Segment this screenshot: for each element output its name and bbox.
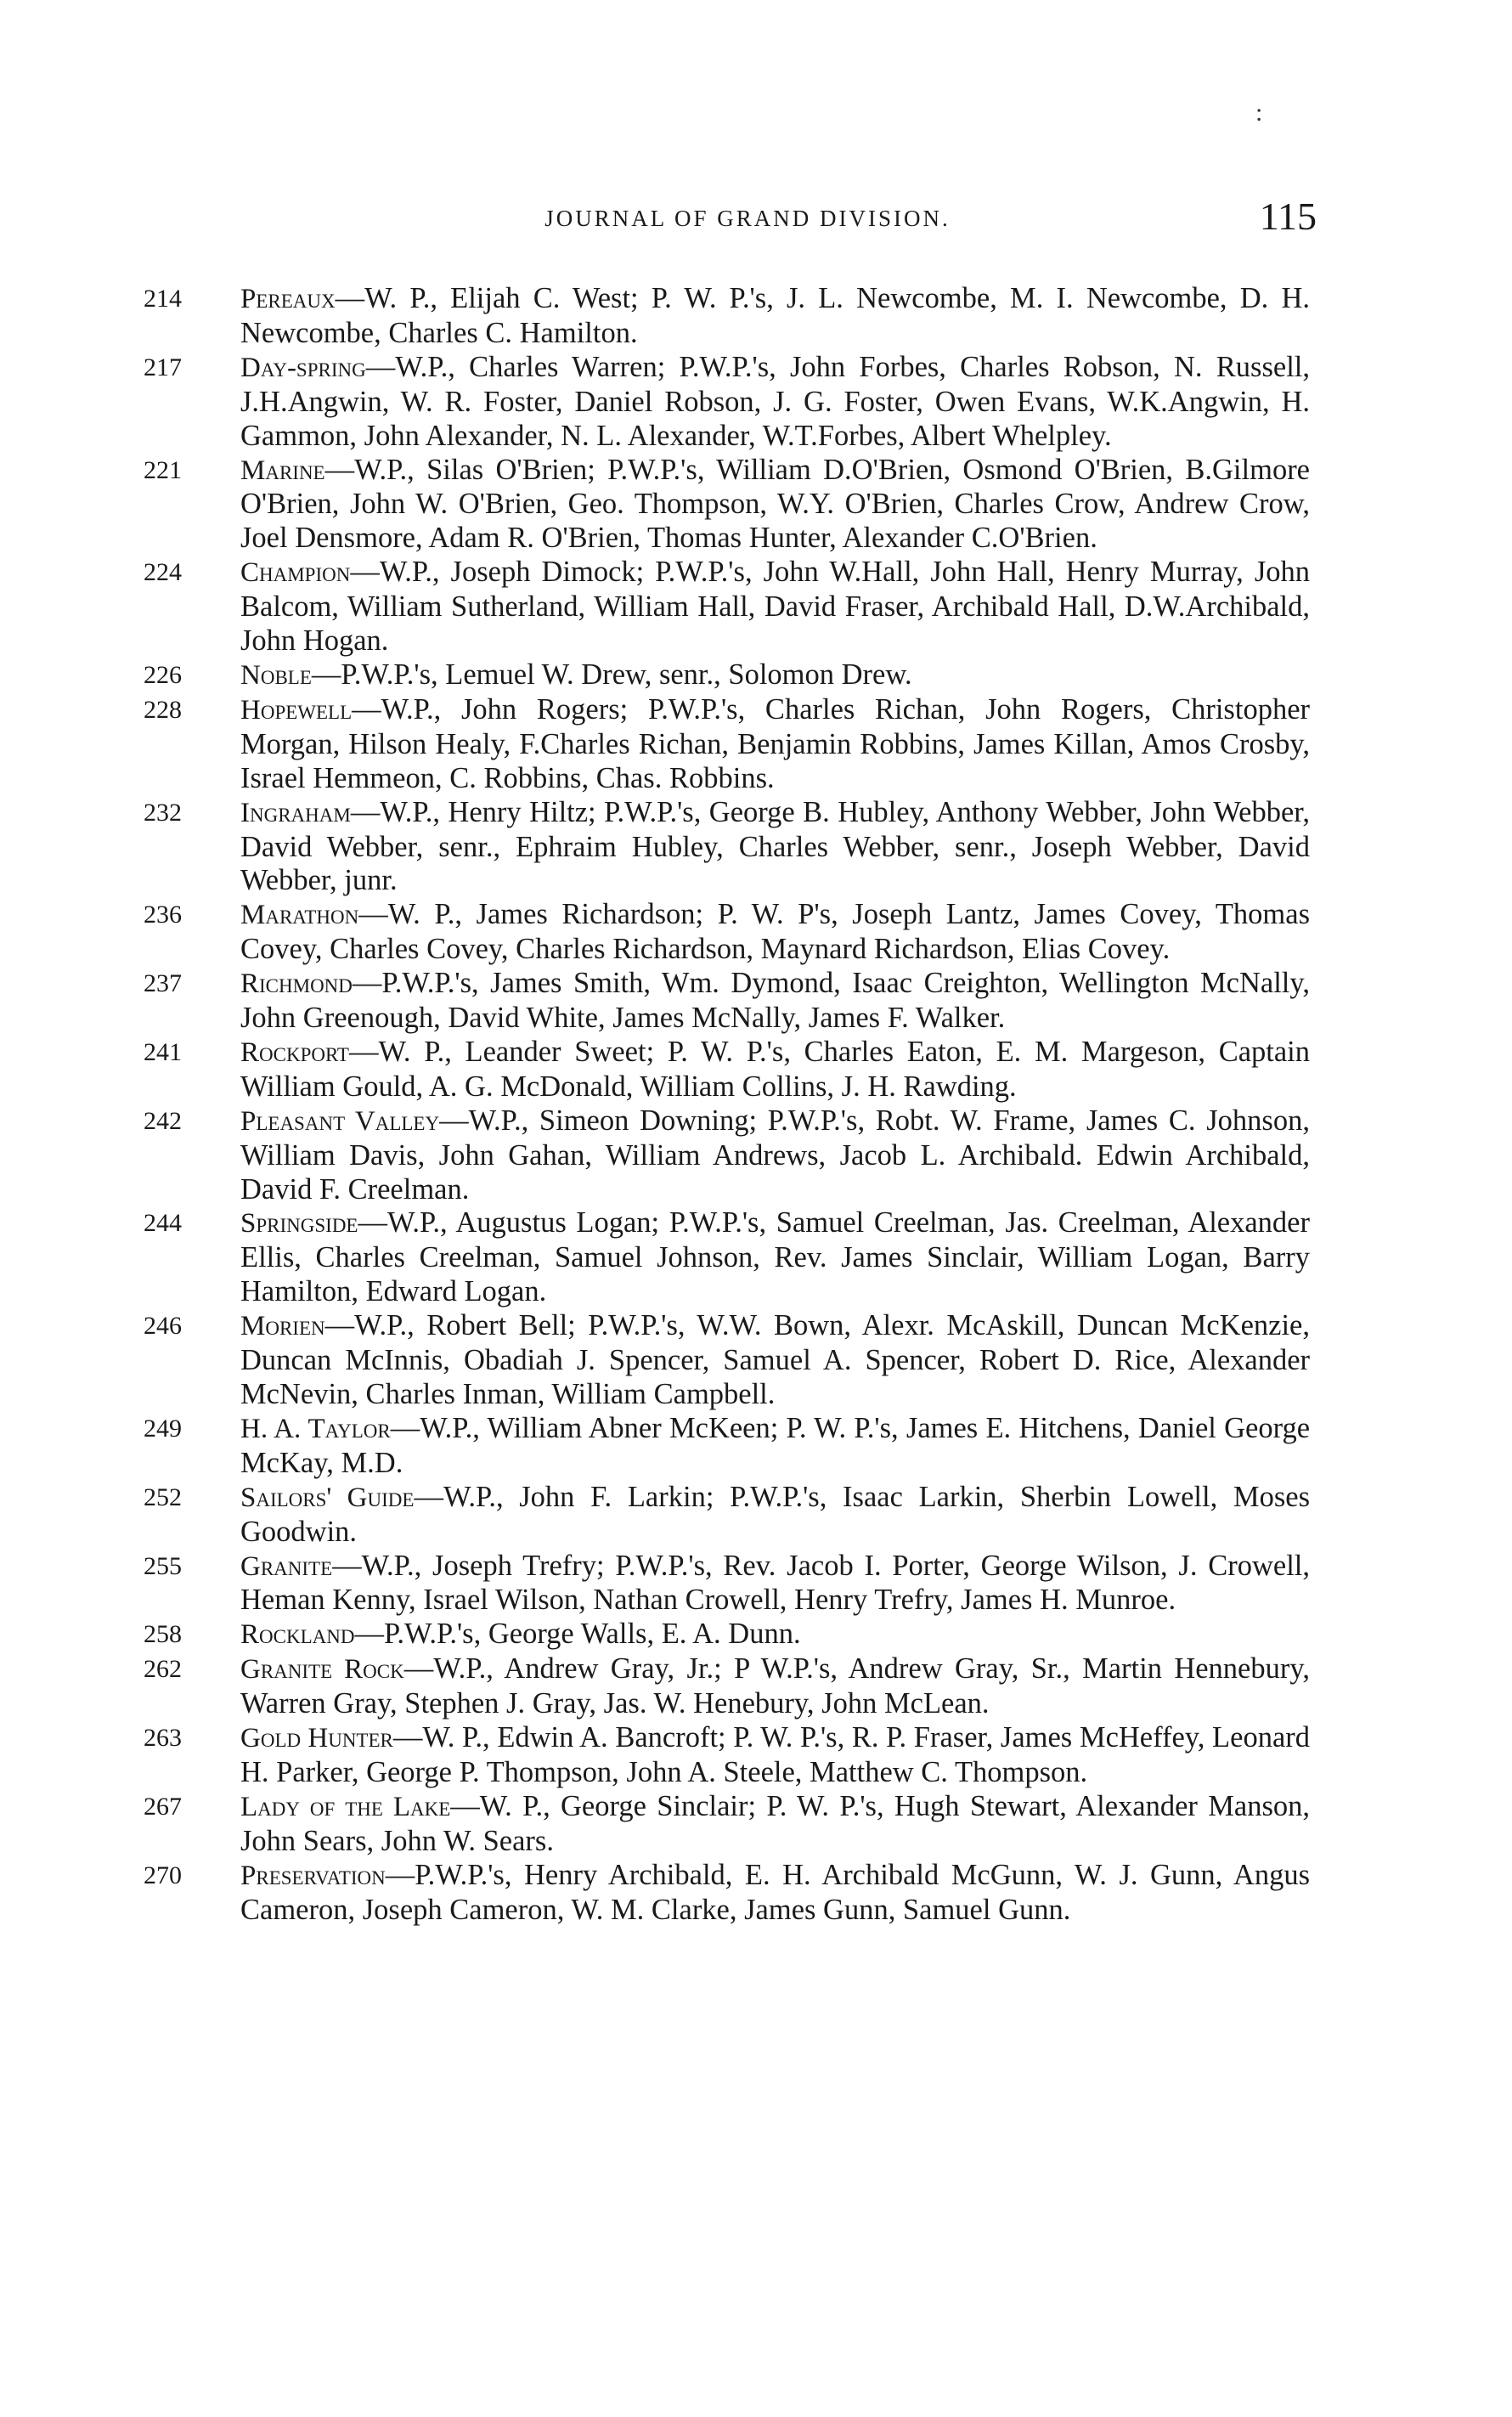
division-number: 242 <box>144 1106 182 1135</box>
division-entry <box>144 1789 1310 1859</box>
division-officers: —W.P., William Abner McKeen; P. W. P.'s, James E. Hitchens, Daniel George McKay, M.D. <box>240 1411 1311 1479</box>
division-number: 263 <box>144 1724 182 1753</box>
division-number: 217 <box>144 353 182 381</box>
division-officers: —W.P., Joseph Dimock; P.W.P.'s, John W.Hall, John Hall, Henry Murray, John Balcom, William Sutherland, William Hall, David Fraser, Archibald Hall, D.W.Archibald, John Hogan. <box>240 556 1310 658</box>
division-officers: —W.P., Silas O'Brien; P.W.P.'s, William D.O'Brien, Osmond O'Brien, B.Gilmore O'Brien, John W. O'Brien, Geo. Thompson, W.Y. O'Brien, Charles Crow, Andrew Crow, Joel Densmore, Adam R. O'Brien, Thomas Hunter, Alexander C.O'Brien. <box>240 453 1310 555</box>
division-name: Hopewell <box>240 694 353 726</box>
division-number: 244 <box>144 1209 182 1238</box>
division-number: 237 <box>144 969 182 998</box>
division-entry <box>144 1549 1310 1618</box>
division-number: 214 <box>144 285 182 313</box>
page-number: 115 <box>1259 195 1317 238</box>
division-entry <box>144 967 1310 1036</box>
division-entry <box>144 1035 1310 1104</box>
division-entry <box>144 1309 1310 1412</box>
division-entry <box>144 692 1310 796</box>
division-officers: —W.P., Robert Bell; P.W.P.'s, W.W. Bown, Alexr. McAskill, Duncan McKenzie, Duncan McInnis, Obadiah J. Spencer, Samuel A. Spencer, Robert D. Rice, Alexander McNevin, Charles Inman, William Campbell. <box>240 1309 1310 1410</box>
division-number: 249 <box>144 1414 182 1443</box>
division-officers: —W.P., Henry Hiltz; P.W.P.'s, George B. Hubley, Anthony Webber, John Webber, David Webber, senr., Ephraim Hubley, Charles Webber, senr., Joseph Webber, David Webber, junr. <box>240 795 1310 897</box>
division-officers: —W.P., Andrew Gray, Jr.; P W.P.'s, Andrew Gray, Sr., Martin Hennebury, Warren Gray, Stephen J. Gray, Jas. W. Henebury, John McLean. <box>240 1652 1310 1720</box>
division-name: Marathon <box>240 900 359 931</box>
division-number: 252 <box>144 1482 182 1511</box>
division-entry <box>144 282 1310 351</box>
division-entry <box>144 1858 1310 1928</box>
division-name: Rockport <box>240 1036 349 1068</box>
division-entry <box>144 1721 1311 1790</box>
running-head <box>178 194 1317 245</box>
corner-mark: : <box>1255 99 1263 127</box>
division-officers: —W. P., Leander Sweet; P. W. P.'s, Charles Eaton, E. M. Margeson, Captain William Gould, A. G. McDonald, William Collins, J. H. Rawding. <box>240 1035 1310 1103</box>
page-title: JOURNAL OF GRAND DIVISION. <box>544 206 951 231</box>
division-officers: —W.P., Augustus Logan; P.W.P.'s, Samuel Creelman, Jas. Creelman, Alexander Ellis, Charles Creelman, Samuel Johnson, Rev. James Sinclair, William Logan, Barry Hamilton, Edward Logan. <box>240 1206 1310 1308</box>
division-officers: —W. P., George Sinclair; P. W. P.'s, Hugh Stewart, Alexander Manson, John Sears, John W. Sears. <box>240 1789 1310 1857</box>
division-number: 221 <box>144 455 182 484</box>
division-name: Springside <box>240 1208 358 1240</box>
division-name: Noble <box>240 659 312 691</box>
division-number: 228 <box>144 695 182 724</box>
division-entry <box>144 1652 1310 1721</box>
division-number: 226 <box>144 660 182 689</box>
division-officers: —P.W.P.'s, James Smith, Wm. Dymond, Isaac Creighton, Wellington McNally, John Greenough, David White, James McNally, James F. Walker. <box>240 967 1310 1035</box>
division-name: Champion <box>240 557 351 589</box>
division-officers: —P.W.P.'s, Henry Archibald, E. H. Archibald McGunn, W. J. Gunn, Angus Cameron, Joseph Cameron, W. M. Clarke, James Gunn, Samuel Gunn. <box>240 1858 1310 1926</box>
division-entry <box>144 556 1310 658</box>
division-entry <box>144 795 1310 899</box>
division-number: 236 <box>144 901 182 929</box>
division-entry <box>144 1206 1310 1309</box>
division-entry <box>144 1480 1310 1550</box>
division-number: 270 <box>144 1861 182 1889</box>
division-officers: —W.P., John F. Larkin; P.W.P.'s, Isaac Larkin, Sherbin Lowell, Moses Goodwin. <box>240 1480 1310 1548</box>
division-number: 258 <box>144 1620 182 1649</box>
division-officers: —W. P., Edwin A. Bancroft; P. W. P.'s, R. P. Fraser, James McHeffey, Leonard H. Parker, George P. Thompson, John A. Steele, Matthew C. Thompson. <box>240 1721 1311 1788</box>
division-entry <box>144 350 1310 454</box>
division-name: Gold Hunter <box>240 1723 393 1754</box>
division-number: 262 <box>144 1655 182 1684</box>
division-name: Rockland <box>240 1619 355 1651</box>
division-name: Preservation <box>240 1860 386 1891</box>
division-name: Richmond <box>240 968 353 1000</box>
division-entry <box>144 1411 1311 1481</box>
division-list <box>144 282 1311 1928</box>
division-number: 224 <box>144 558 182 587</box>
division-entry <box>144 1104 1310 1207</box>
division-officers: —W.P., John Rogers; P.W.P.'s, Charles Richan, John Rogers, Christopher Morgan, Hilson Healy, F.Charles Richan, Benjamin Robbins, James Killan, Amos Crosby, Israel Hemmeon, C. Robbins, Chas. Robbins. <box>240 692 1310 794</box>
division-name: Morien <box>240 1311 325 1342</box>
division-officers: —P.W.P.'s, George Walls, E. A. Dunn. <box>354 1618 801 1651</box>
division-entry <box>144 453 1310 556</box>
division-number: 241 <box>144 1037 182 1066</box>
division-name: Granite Rock <box>240 1654 404 1686</box>
division-officers: —W. P., Elijah C. West; P. W. P.'s, J. L. Newcombe, M. I. Newcombe, D. H. Newcombe, Charles C. Hamilton. <box>240 282 1310 349</box>
division-officers: —W.P., Joseph Trefry; P.W.P.'s, Rev. Jacob I. Porter, George Wilson, J. Crowell, Heman Kenny, Israel Wilson, Nathan Crowell, Henry Trefry, James H. Munroe. <box>240 1549 1310 1617</box>
division-number: 267 <box>144 1792 182 1821</box>
division-entry <box>144 658 1310 693</box>
division-name: Ingraham <box>240 797 351 828</box>
division-entry <box>144 1618 1310 1652</box>
division-officers: —W.P., Charles Warren; P.W.P.'s, John Forbes, Charles Robson, N. Russell, J.H.Angwin, W. R. Foster, Daniel Robson, J. G. Foster, Owen Evans, W.K.Angwin, H. Gammon, John Alexander, N. L. Alexander, W.T.Forbes, Albert Whelpley. <box>240 350 1310 452</box>
division-name: Marine <box>240 455 325 486</box>
division-number: 246 <box>144 1312 182 1341</box>
division-name: Sailors' Guide <box>240 1482 415 1513</box>
division-name: Pleasant Valley <box>240 1105 440 1137</box>
division-name: Pereaux <box>240 284 336 314</box>
division-number: 255 <box>144 1551 182 1580</box>
division-officers: —W.P., Simeon Downing; P.W.P.'s, Robt. W. Frame, James C. Johnson, William Davis, John Gahan, William Andrews, Jacob L. Archibald. Edwin Archibald, David F. Creelman. <box>240 1104 1310 1206</box>
division-name: H. A. Taylor <box>240 1413 391 1444</box>
division-name: Granite <box>240 1550 333 1582</box>
division-officers: —W. P., James Richardson; P. W. P's, Joseph Lantz, James Covey, Thomas Covey, Charles Covey, Charles Richardson, Maynard Richardson, Elias Covey. <box>240 898 1310 966</box>
division-name: Day-spring <box>240 352 366 383</box>
division-officers: —P.W.P.'s, Lemuel W. Drew, senr., Solomon Drew. <box>311 658 912 691</box>
division-number: 232 <box>144 798 182 827</box>
division-entry <box>144 898 1310 967</box>
division-name: Lady of the Lake <box>240 1791 451 1822</box>
